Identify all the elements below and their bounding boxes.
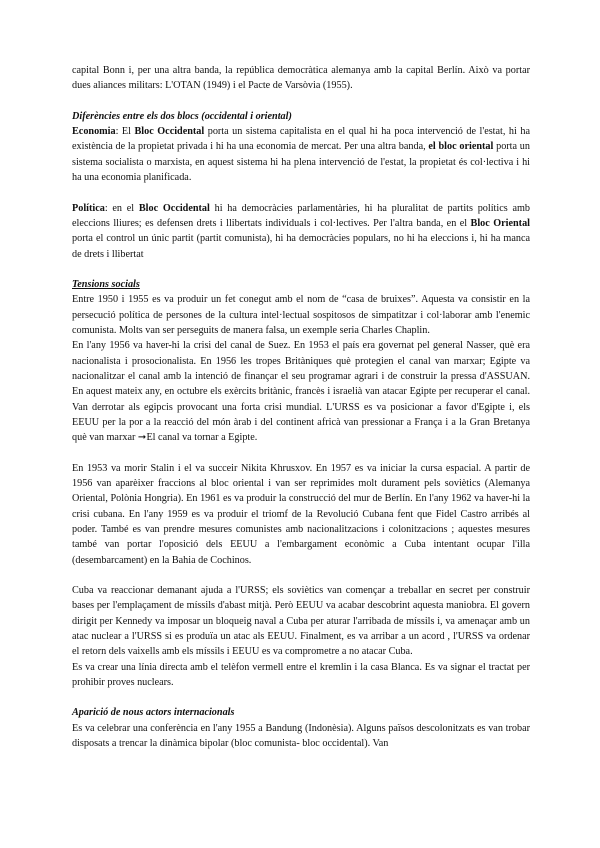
economia-label: Economia <box>72 126 116 138</box>
tensions-paragraph-1: Entre 1950 i 1955 es va produir un fet conegut amb el nom de “casa de bruixes”. Aquesta va consistir en la persecució política de persones de la cultura intel·lectual sospitosos de simpatitzar i col·laborar amb l'enemic comunista. Molts van ser perseguits de manera falsa, un exemple seria Charles Chaplin. <box>72 294 530 337</box>
section-heading-blocs: Diferències entre els dos blocs (occidental i oriental) <box>72 110 292 122</box>
section-heading-tensions: Tensions socials <box>72 279 140 291</box>
tensions-paragraph-2: En l'any 1956 va haver-hi la crisi del canal de Suez. En 1953 el país era governat pel general Nasser, què era nacionalista i prosocionalista. En 1956 les tropes Britàniques què protegien el canal van marxar; Egipte va nacionalitzar el canal amb la intenció de finançar el seu programar agrari i de construir la pressa d'ASSUAN. En aquest mateix any, en octubre els exèrcits britànic, francès i israelià van atacar Egipte per recuperar el canal. Van derrotar als egipcis provocant una forta crisi mundial. L'URSS es va posicionar a favor d'Egipte i, els EEUU per la por a la reacció del món àrab i del continent africà van pressionar a França i a la Gran Bretanya què van marxar ➞El canal va tornar a Egipte. <box>72 340 530 444</box>
intro-paragraph: capital Bonn i, per una altra banda, la república democràtica alemanya amb la capital Berlín. Això va portar dues aliances militars: L'OTAN (1949) i el Pacte de Varsòvia (1955). <box>72 65 530 92</box>
document-page <box>72 63 530 751</box>
tensions-paragraph-4: Cuba va reaccionar demanant ajuda a l'URSS; els soviètics van començar a treballar en secret per construir bases per l'emplaçament de míssils d'abast mitjà. Però EEUU va acabar descobrint aquesta maniobra. El govern dirigit per Kennedy va imposar un bloqueig naval a Cuba per aturar l'arribada de míssils i, va amenaçar amb un atac nuclear a l'URSS si es produïa un atac als EEUU. Finalment, es va arribar a un acord , l'URSS va ordenar el retorn dels vaixells amb els míssils i EEUU es va comprometre a no atacar Cuba. <box>72 585 530 658</box>
tensions-paragraph-3: En 1953 va morir Stalin i el va succeir Nikita Khrusxov. En 1957 es va iniciar la cursa espacial. A partir de 1956 van aparèixer fraccions al bloc oriental i van ser reprimides molt durament pels soviètics (Alemanya Oriental, Polònia Hongria). En 1961 es va produir la construcció del mur de Berlín. En l'any 1962 va haver-hi la crisi cubana. En l'any 1959 es va produir el triomf de la Revolució Cubana fent que Fidel Castro arribés al poder. També es van prendre mesures comunistes amb nacionalitzacions i colonitzacions ; aquestes mesures també van portar l'oposició dels EEUU a l'embargament econòmic a Cuba intentant ocupar l'illa (desembarcament) en la Bahia de Cochinos. <box>72 462 530 566</box>
actors-paragraph-1: Es va celebrar una conferència en l'any 1955 a Bandung (Indonèsia). Alguns països descolonitzats es van trobar disposats a trencar la dinàmica bipolar (bloc comunista- bloc occidental). Van <box>72 722 530 750</box>
tensions-paragraph-5: Es va crear una línia directa amb el telèfon vermell entre el kremlin i la casa Blanca. Es va signar el tractat per prohibir proves nuclears. <box>72 661 530 688</box>
politica-label: Política <box>72 202 105 214</box>
politica-paragraph: Política: en el Bloc Occidental hi ha democràcies parlamentàries, hi ha pluralitat de partits polítics amb eleccions lliures; es defensen drets i llibertats individuals i col·lectives. Per l'altra banda, en el Bloc Oriental porta el control un únic partit (partit comunista), hi ha democràcies populars, no hi ha eleccions i, hi ha manca de drets i llibertat <box>72 202 530 260</box>
economia-paragraph: Economia: El Bloc Occidental porta un sistema capitalista en el qual hi ha poca intervenció de l'estat, hi ha existència de la propietat privada i hi ha una economia de mercat. Per una altra banda, el bloc oriental porta un sistema socialista o marxista, en aquest sistema hi ha plena intervenció de l'estat, la propietat és col·lectiva i hi ha una economia planificada. <box>72 126 530 184</box>
section-heading-actors: Aparició de nous actors internacionals <box>72 707 235 719</box>
